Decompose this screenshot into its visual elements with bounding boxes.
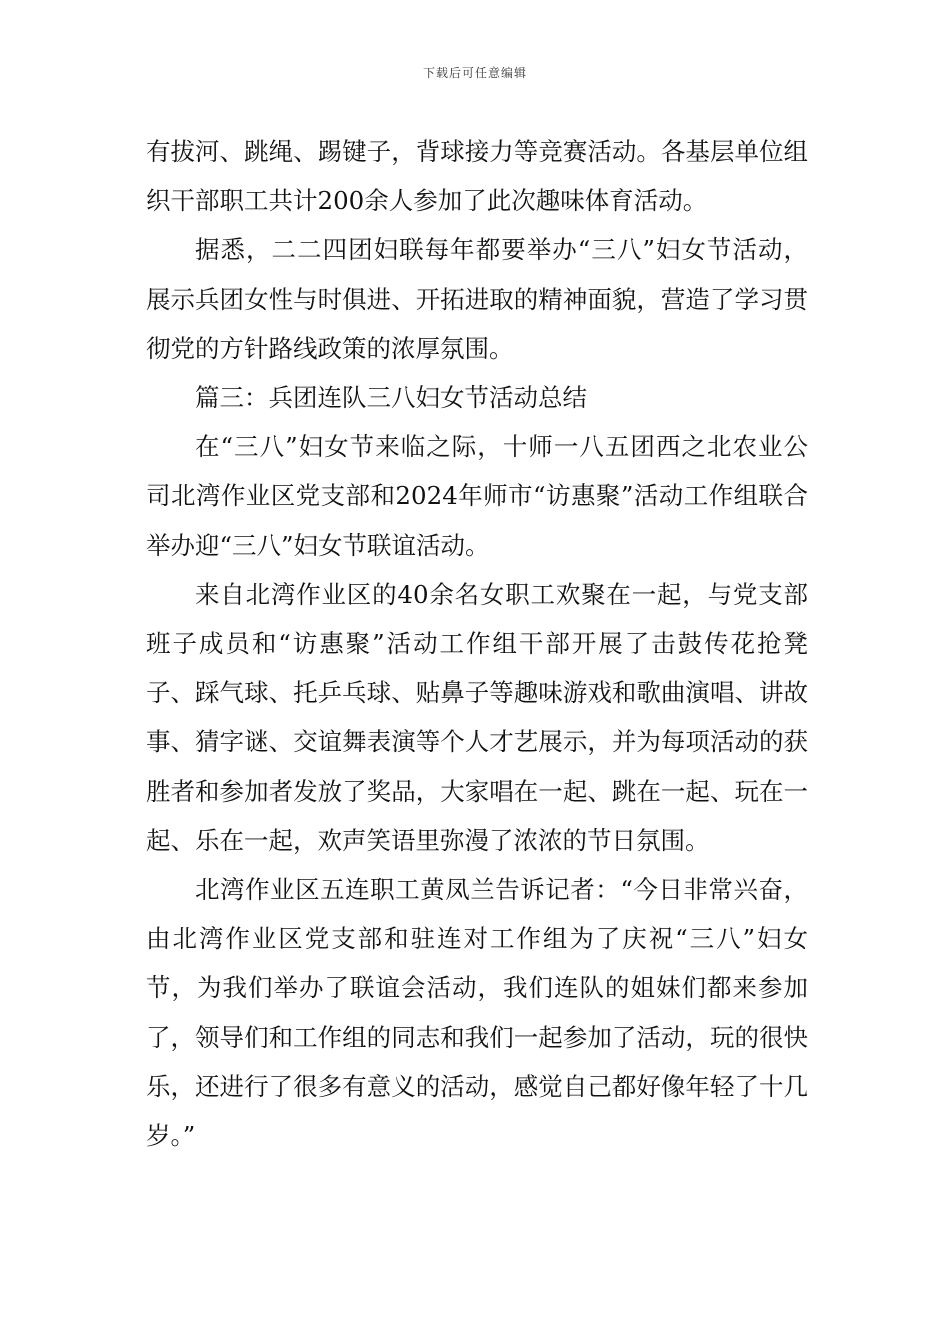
document-body (146, 127, 808, 1160)
paragraph-1: 有拔河、跳绳、踢键子，背球接力等竞赛活动。各基层单位组织干部职工共计200余人参加了此次趣味体育活动。 (146, 137, 808, 216)
paragraph-4: 来自北湾作业区的40余名女职工欢聚在一起，与党支部班子成员和“访惠聚”活动工作组干部开展了击鼓传花抢凳子、踩气球、托乒乓球、贴鼻子等趣味游戏和歌曲演唱、讲故事、猜字谜、交谊舞表演等个人才艺展示，并为每项活动的获胜者和参加者发放了奖品，大家唱在一起、跳在一起、玩在一起、乐在一起，欢声笑语里弥漫了浓浓的节日氛围。 (146, 579, 808, 855)
paragraph-2: 据悉，二二四团妇联每年都要举办“三八”妇女节活动，展示兵团女性与时俱进、开拓进取的精神面貌，营造了学习贯彻党的方针路线政策的浓厚氛围。 (146, 235, 808, 363)
paragraph-5: 北湾作业区五连职工黄凤兰告诉记者：“今日非常兴奋，由北湾作业区党支部和驻连对工作组为了庆祝“三八”妇女节，为我们举办了联谊会活动，我们连队的姐妹们都来参加了，领导们和工作组的同志和我们一起参加了活动，玩的很快乐，还进行了很多有意义的活动，感觉自己都好像年轻了十几岁。” (146, 875, 808, 1151)
section-heading: 篇三：兵团连队三八妇女节活动总结 (195, 383, 587, 413)
paragraph-3: 在“三八”妇女节来临之际，十师一八五团西之北农业公司北湾作业区党支部和2024年师市“访惠聚”活动工作组联合举办迎“三八”妇女节联谊活动。 (146, 432, 808, 560)
page-header-note: 下载后可任意编辑 (422, 66, 527, 80)
